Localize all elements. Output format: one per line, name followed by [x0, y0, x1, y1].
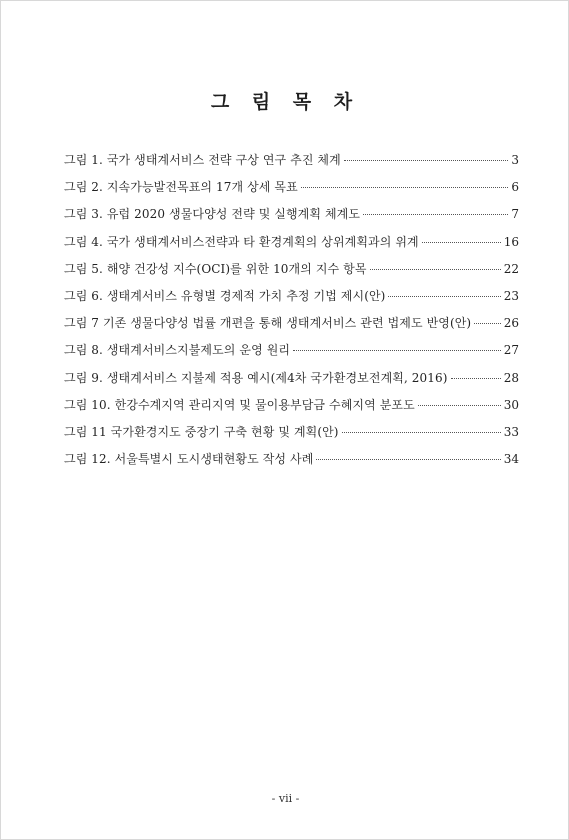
toc-entry-label: 그림 8. 생태계서비스지불제도의 운영 원리	[64, 343, 291, 358]
dot-leader	[301, 187, 509, 188]
dot-leader	[363, 214, 508, 215]
toc-entry[interactable]	[64, 369, 519, 396]
toc-entry-page: 16	[503, 234, 519, 249]
toc-entry-label: 그림 11 국가환경지도 중장기 구축 현황 및 계획(안)	[64, 424, 339, 439]
dot-leader	[344, 160, 509, 161]
toc-entry-page: 23	[503, 288, 519, 303]
toc-entry-page: 22	[503, 261, 519, 276]
dot-leader	[451, 378, 501, 379]
toc-entry[interactable]	[64, 314, 519, 341]
toc-entry-label: 그림 6. 생태계서비스 유형별 경제적 가치 추정 기법 제시(안)	[64, 288, 386, 303]
toc-entry[interactable]	[64, 260, 519, 287]
toc-entry-label: 그림 5. 해양 건강성 지수(OCI)를 위한 10개의 지수 항목	[64, 261, 367, 276]
toc-entry-label: 그림 2. 지속가능발전목표의 17개 상세 목표	[64, 180, 298, 195]
toc-entry[interactable]	[64, 205, 519, 232]
toc-entry-page: 7	[511, 207, 519, 222]
dot-leader	[418, 405, 501, 406]
toc-entry-label: 그림 1. 국가 생태계서비스 전략 구상 연구 추진 체계	[64, 153, 341, 167]
toc-entry[interactable]	[64, 341, 519, 368]
toc-entry-page: 30	[503, 397, 519, 412]
dot-leader	[422, 242, 501, 243]
dot-leader	[293, 350, 501, 351]
toc-entry-label: 그림 4. 국가 생태계서비스전략과 타 환경계획의 상위계획과의 위계	[64, 234, 419, 249]
dot-leader	[474, 323, 501, 324]
dot-leader	[342, 432, 501, 433]
figure-list	[64, 151, 519, 477]
toc-entry-page: 26	[503, 316, 519, 331]
dot-leader	[316, 459, 500, 460]
toc-entry-page: 27	[503, 343, 519, 358]
page-title: 그 림 목 차	[210, 91, 361, 113]
toc-entry[interactable]	[64, 287, 519, 314]
toc-entry[interactable]	[64, 396, 519, 423]
toc-entry-label: 그림 12. 서울특별시 도시생태현황도 작성 사례	[64, 452, 314, 467]
toc-entry-page: 3	[511, 153, 519, 167]
toc-entry[interactable]	[64, 233, 519, 260]
dot-leader	[388, 296, 500, 297]
toc-entry-page: 34	[503, 452, 519, 467]
page-number: - vii -	[271, 792, 300, 805]
toc-entry-page: 28	[503, 370, 519, 385]
toc-entry[interactable]	[64, 423, 519, 450]
toc-entry[interactable]	[64, 151, 519, 178]
toc-entry-label: 그림 9. 생태계서비스 지불제 적용 예시(제4차 국가환경보전계획, 2016)	[64, 370, 448, 385]
toc-entry[interactable]	[64, 178, 519, 205]
dot-leader	[370, 269, 501, 270]
toc-entry-label: 그림 7 기존 생물다양성 법률 개편을 통해 생태계서비스 관련 법제도 반영(안)	[64, 316, 472, 331]
toc-entry-label: 그림 3. 유럽 2020 생물다양성 전략 및 실행계획 체계도	[64, 207, 361, 222]
toc-entry[interactable]	[64, 450, 519, 477]
toc-entry-label: 그림 10. 한강수계지역 관리지역 및 물이용부담금 수혜지역 분포도	[64, 397, 415, 412]
toc-entry-page: 33	[503, 424, 519, 439]
toc-entry-page: 6	[511, 180, 519, 195]
